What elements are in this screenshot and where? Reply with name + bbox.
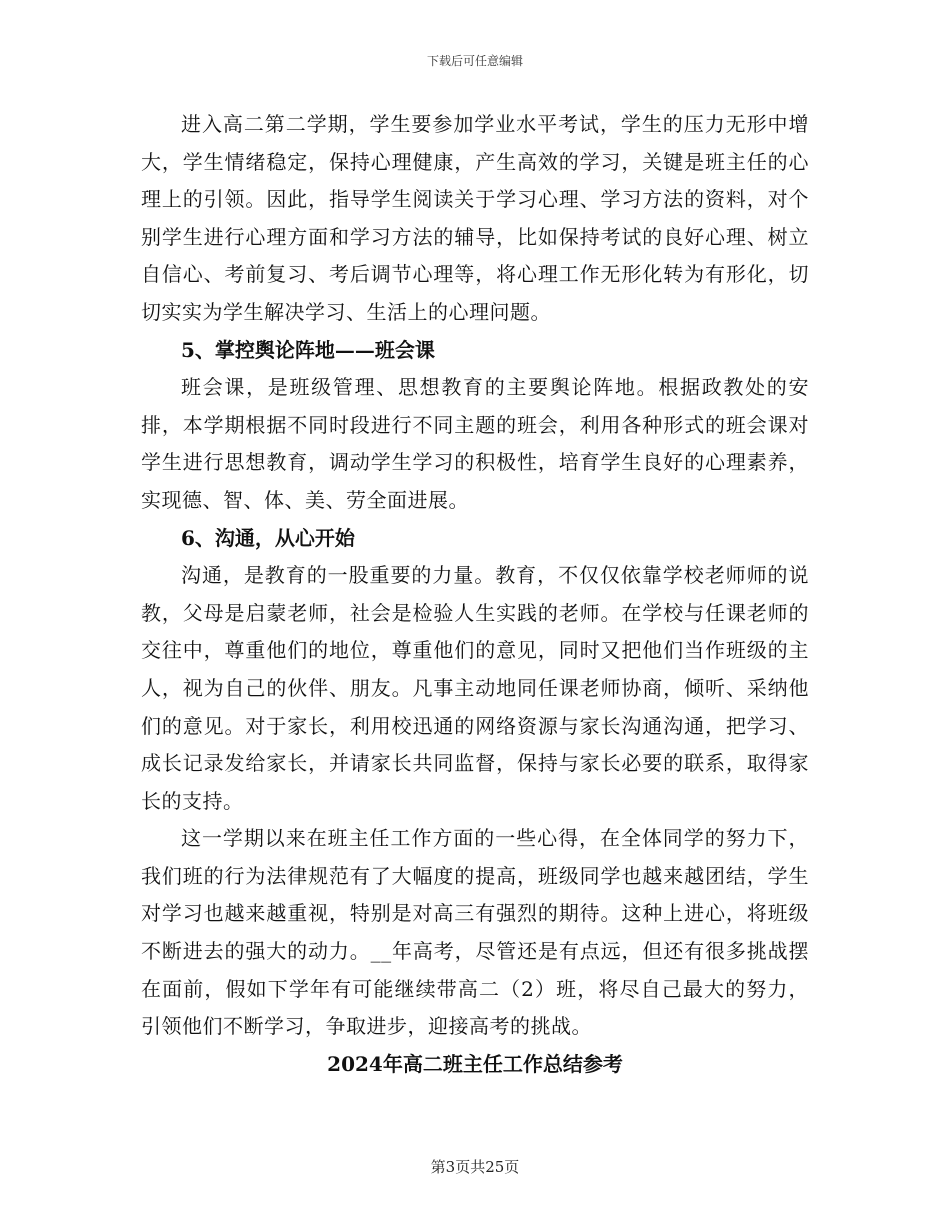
next-document-title: 2024年高二班主任工作总结参考: [327, 1051, 623, 1076]
paragraph-summary: 这一学期以来在班主任工作方面的一些心得，在全体同学的努力下，我们班的行为法律规范有了大幅度的提高，班级同学也越来越团结，学生对学习也越来越重视，特别是对高三有强烈的期待。这种上进心，将班级不断进去的强大的动力。__年高考，尽管还是有点远，但还有很多挑战摆在面前，假如下学年有可能继续带高二（2）班，将尽自己最大的努力，引领他们不断学习，争取进步，迎接高考的挑战。: [141, 826, 809, 1039]
page-number: 第3页共25页: [430, 1158, 520, 1176]
page-header: 下载后可任意编辑: [426, 54, 523, 68]
paragraph-class-meeting: 班会课，是班级管理、思想教育的主要舆论阵地。根据政教处的安排，本学期根据不同时段进行不同主题的班会，利用各种形式的班会课对学生进行思想教育，调动学生学习的积极性，培育学生良好的心理素养，实现德、智、体、美、劳全面进展。: [141, 375, 809, 512]
paragraph-psychology: 进入高二第二学期，学生要参加学业水平考试，学生的压力无形中增大，学生情绪稳定，保持心理健康，产生高效的学习，关键是班主任的心理上的引领。因此，指导学生阅读关于学习心理、学习方法的资料，对个别学生进行心理方面和学习方法的辅导，比如保持考试的良好心理、树立自信心、考前复习、考后调节心理等，将心理工作无形化转为有形化，切切实实为学生解决学习、生活上的心理问题。: [141, 112, 809, 324]
section-heading-5: 5、掌控舆论阵地——班会课: [181, 337, 435, 362]
document-body: [141, 106, 809, 1083]
paragraph-communication: 沟通，是教育的一股重要的力量。教育，不仅仅依靠学校老师师的说教，父母是启蒙老师，社会是检验人生实践的老师。在学校与任课老师的交往中，尊重他们的地位，尊重他们的意见，同时又把他们当作班级的主人，视为自己的伙伴、朋友。凡事主动地同任课老师协商，倾听、采纳他们的意见。对于家长，利用校迅通的网络资源与家长沟通沟通，把学习、成长记录发给家长，并请家长共同监督，保持与家长必要的联系，取得家长的支持。: [141, 563, 809, 813]
section-heading-6: 6、沟通，从心开始: [181, 525, 355, 550]
